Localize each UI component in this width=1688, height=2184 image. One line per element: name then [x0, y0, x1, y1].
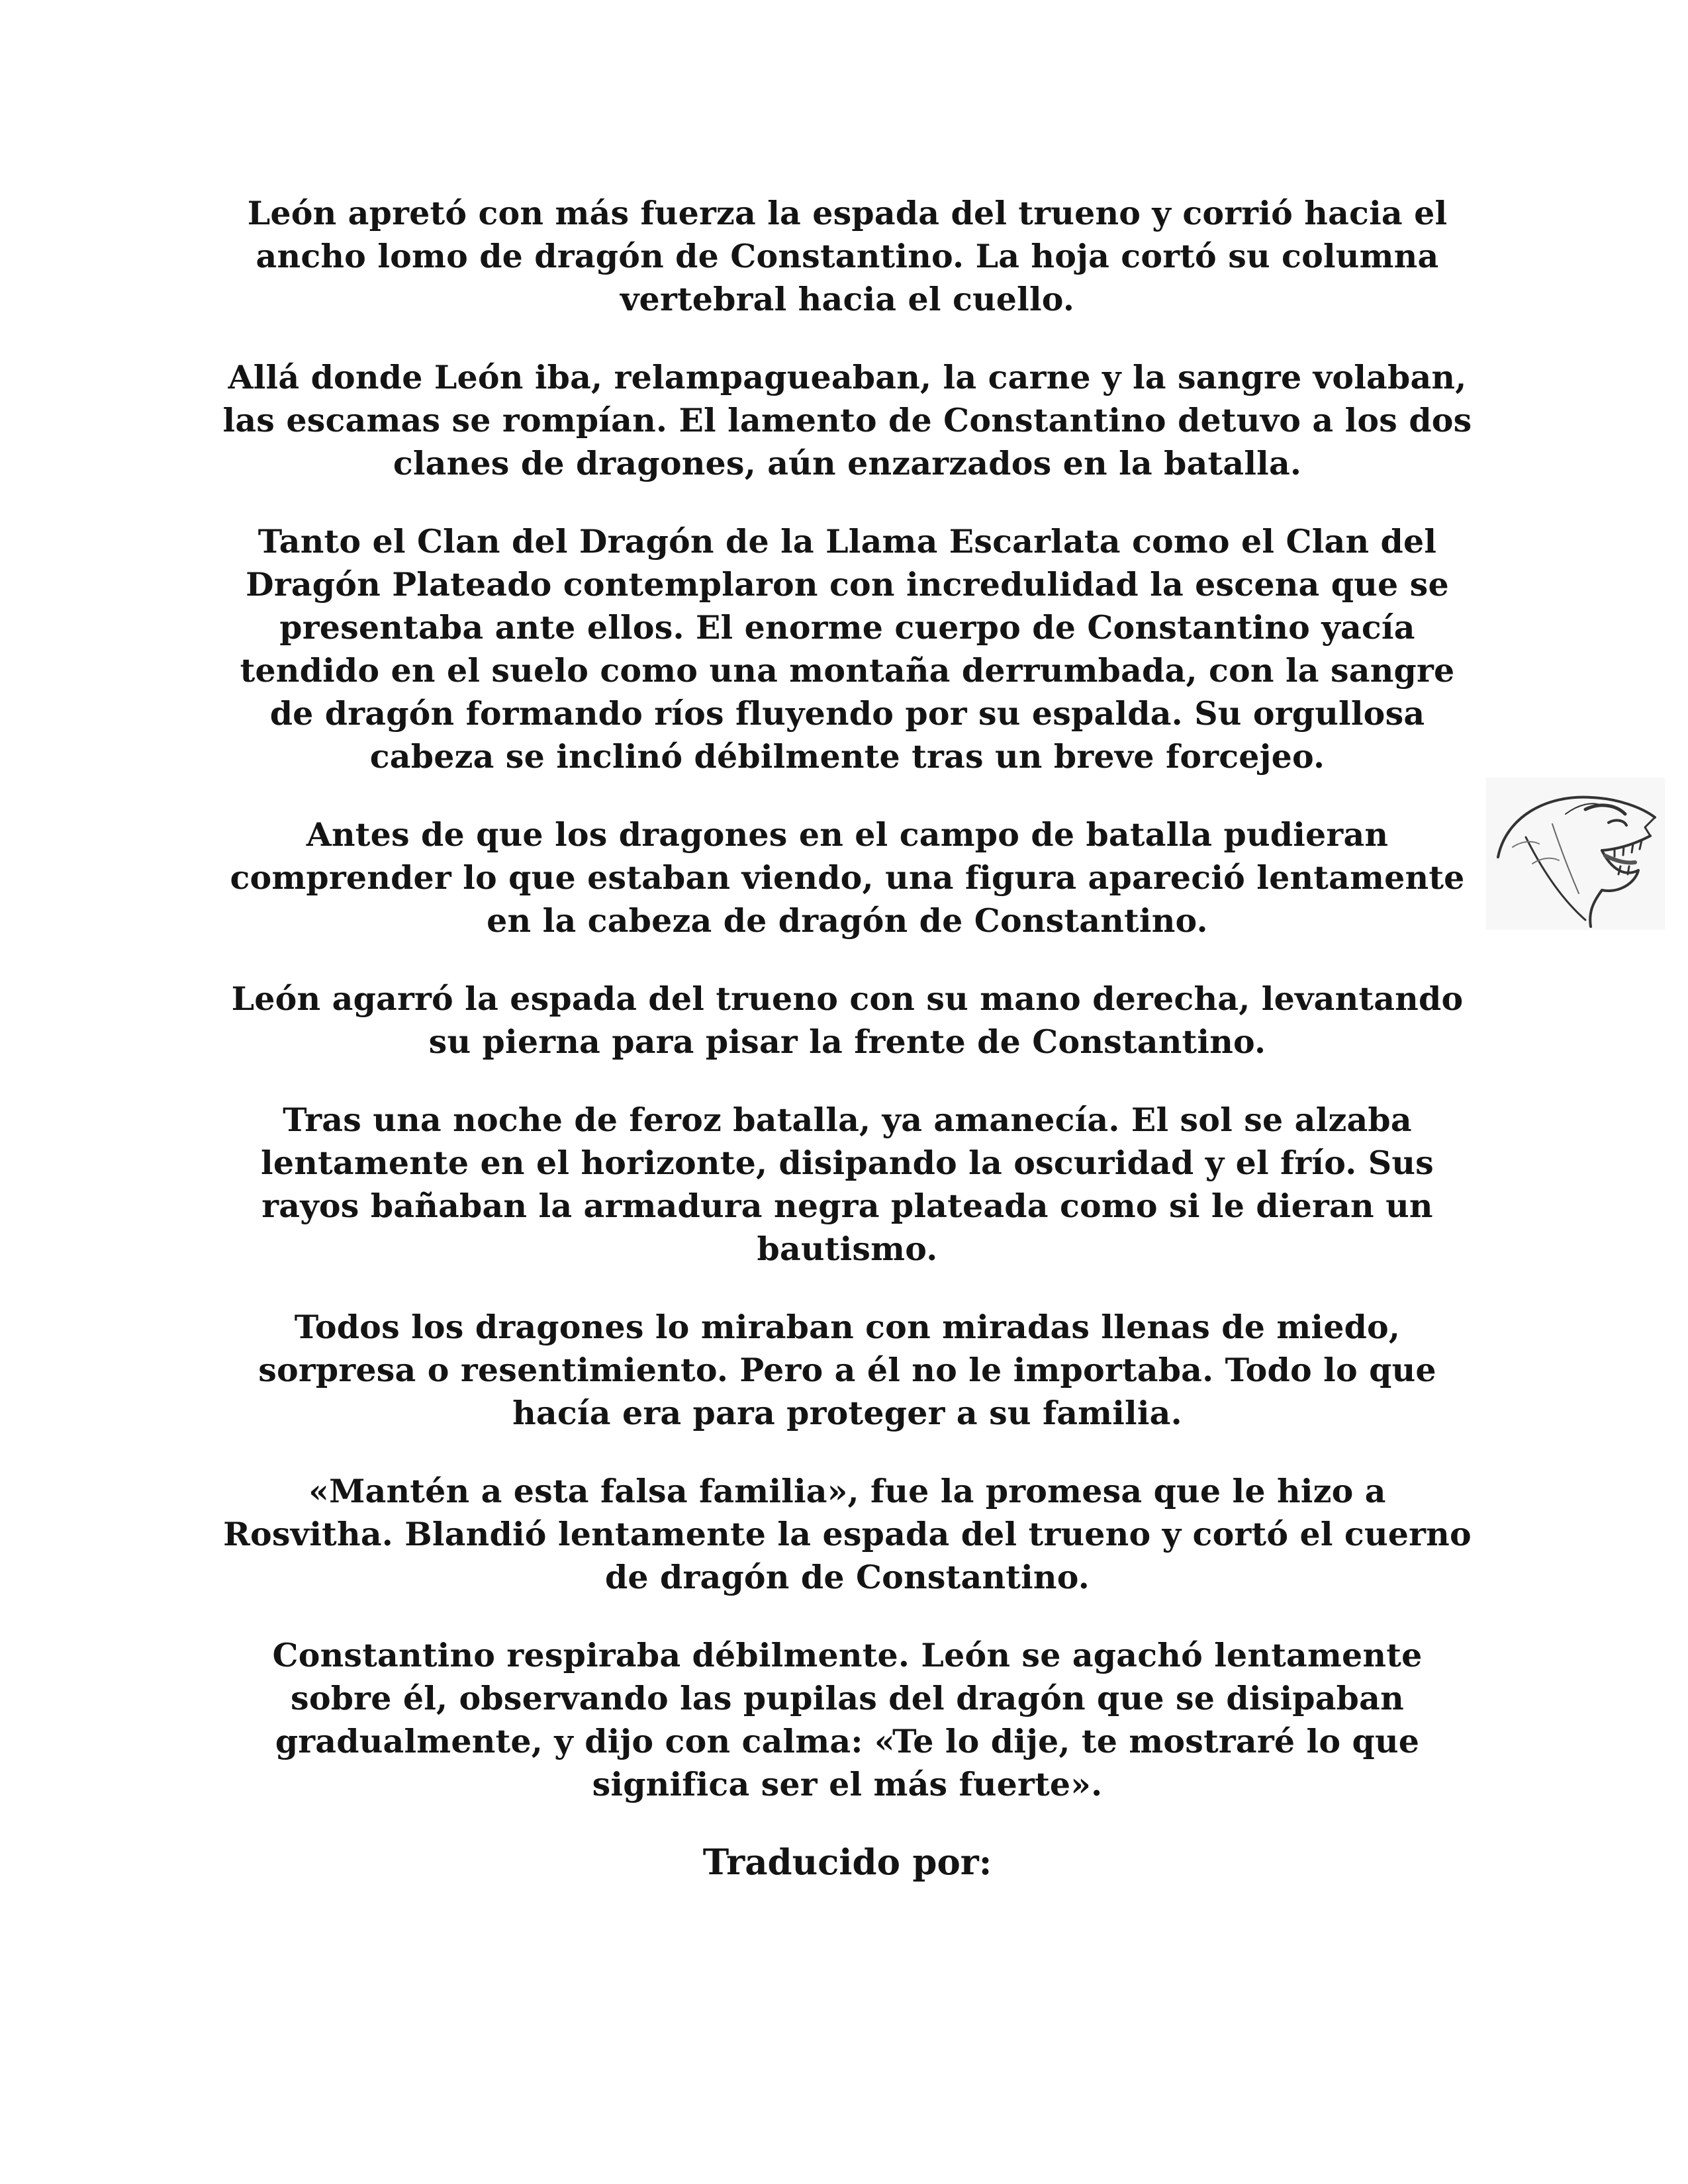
- document-body: [218, 192, 1476, 1884]
- paragraph: Constantino respiraba débilmente. León se agachó lentamente sobre él, observando las pupilas del dragón que se disipaban gradualmente, y dijo con calma: «Te lo dije, te mostraré lo que significa ser el más fuerte».: [272, 1636, 1423, 1803]
- paragraph: León agarró la espada del trueno con su mano derecha, levantando su pierna para pisar la frente de Constantino.: [231, 979, 1464, 1061]
- paragraph: Todos los dragones lo miraban con miradas llenas de miedo, sorpresa o resentimiento. Pero a él no le importaba. Todo lo que hacía era para proteger a su familia.: [258, 1308, 1436, 1432]
- dragon-head-sketch-icon: [1486, 778, 1665, 930]
- paragraph: Tanto el Clan del Dragón de la Llama Escarlata como el Clan del Dragón Plateado contemplaron con incredulidad la escena que se presentaba ante ellos. El enorme cuerpo de Constantino yacía tendido en el suelo como una montaña derrumbada, con la sangre de dragón formando ríos fluyendo por su espalda. Su orgullosa cabeza se inclinó débilmente tras un breve forcejeo.: [240, 522, 1455, 776]
- paragraph: Allá donde León iba, relampagueaban, la carne y la sangre volaban, las escamas se rompían. El lamento de Constantino detuvo a los dos clanes de dragones, aún enzarzados en la batalla.: [222, 358, 1472, 482]
- paragraph: «Mantén a esta falsa familia», fue la promesa que le hizo a Rosvitha. Blandió lentamente la espada del trueno y cortó el cuerno de dragón de Constantino.: [223, 1472, 1472, 1596]
- paragraph: Antes de que los dragones en el campo de batalla pudieran comprender lo que estaban viendo, una figura apareció lentamente en la cabeza de dragón de Constantino.: [230, 815, 1465, 940]
- paragraph: Tras una noche de feroz batalla, ya amanecía. El sol se alzaba lentamente en el horizonte, disipando la oscuridad y el frío. Sus rayos bañaban la armadura negra plateada como si le dieran un bautismo.: [261, 1101, 1434, 1268]
- paragraph: León apretó con más fuerza la espada del trueno y corrió hacia el ancho lomo de dragón de Constantino. La hoja cortó su columna vertebral hacia el cuello.: [247, 194, 1448, 318]
- translator-credit: Traducido por:: [702, 1842, 992, 1883]
